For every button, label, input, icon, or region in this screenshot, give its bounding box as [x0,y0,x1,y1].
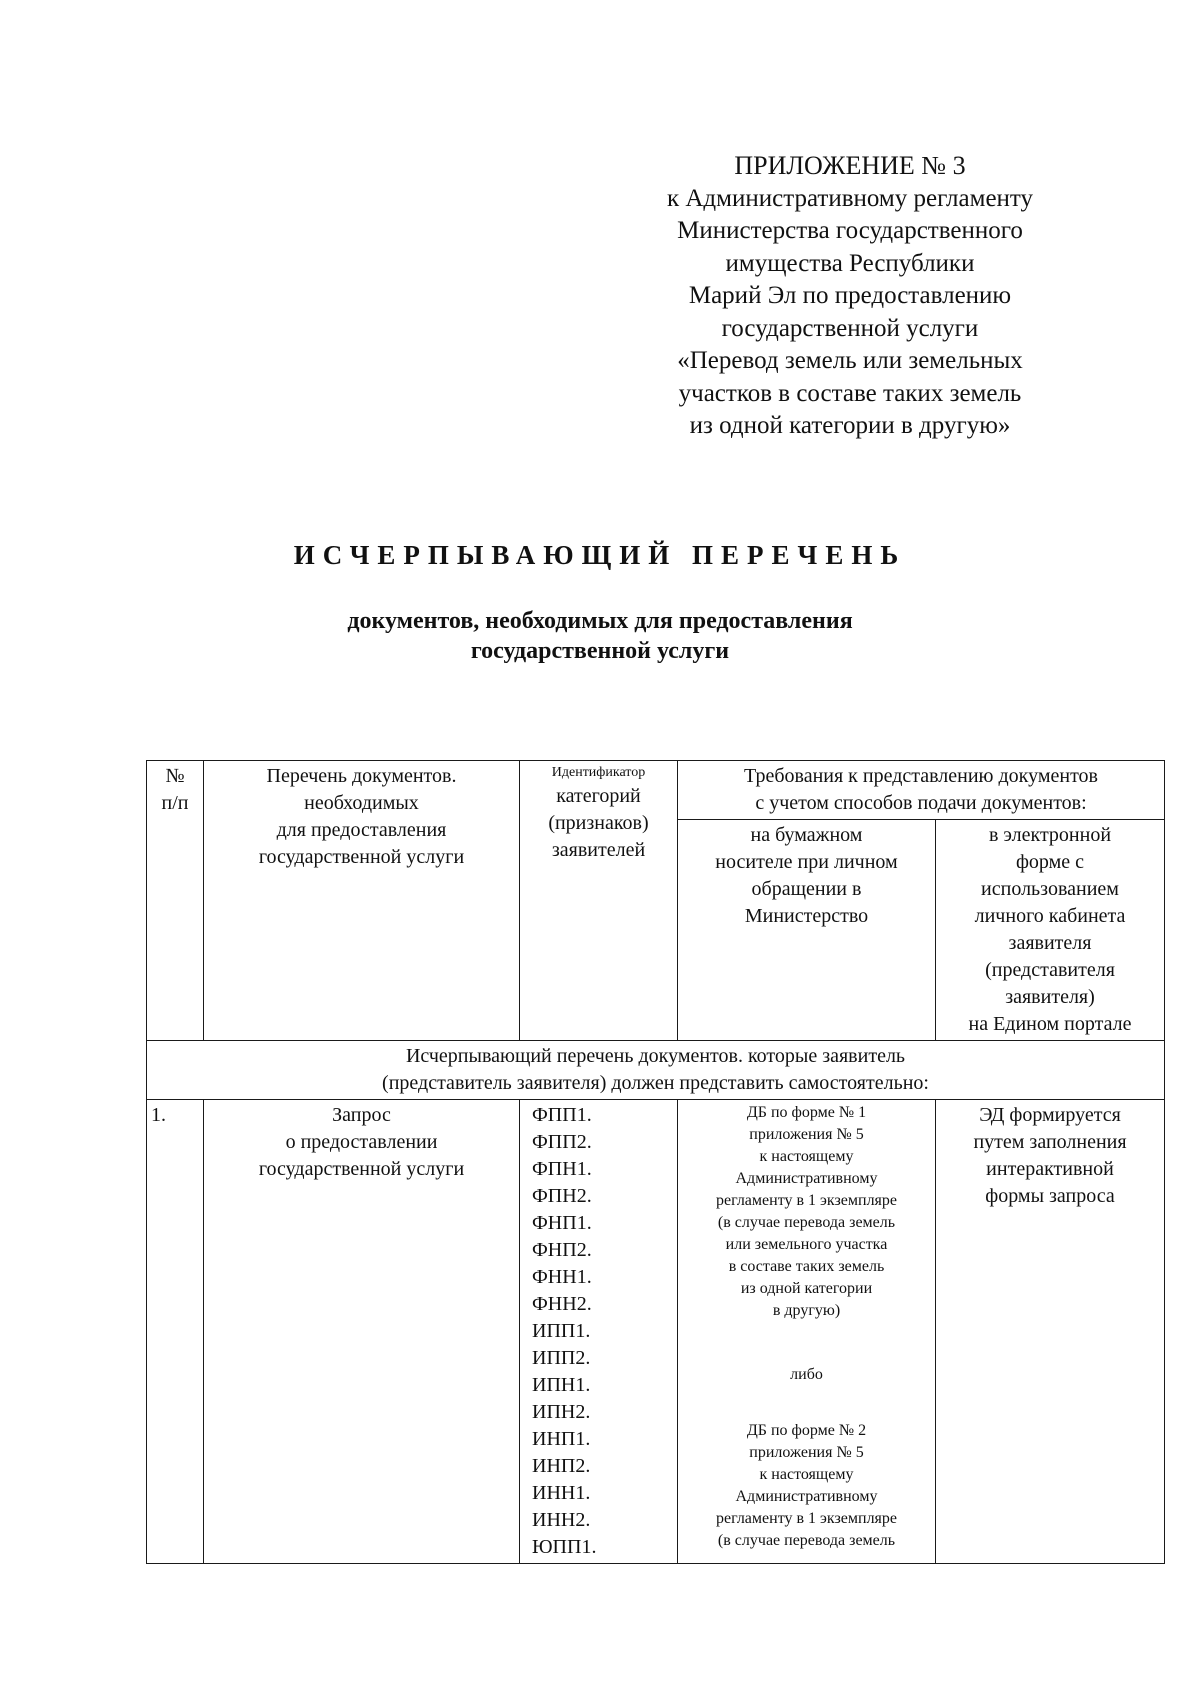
appendix-line: участков в составе таких земель [678,379,1022,407]
header-docs: Перечень документов. необходимых для предоставления государственной услуги [204,761,520,1041]
appendix-line: Марий Эл по предоставлению [688,282,1012,309]
appendix-line: имущества Республики [725,249,975,277]
section-heading: Исчерпывающий перечень документов. которые заявитель (представитель заявителя) должен представить самостоятельно: [147,1041,1165,1100]
header-paper: на бумажном носителе при личном обращении в Министерство [678,820,936,1041]
subtitle-line: государственной услуги [470,638,730,664]
header-row [147,761,1165,820]
appendix-title: ПРИЛОЖЕНИЕ № 3 [734,151,966,180]
documents-table [146,760,1165,1564]
header-num: № п/п [147,761,204,1041]
row-electronic-requirements: ЭД формируется путем заполнения интерактивной формы запроса [936,1100,1165,1564]
section-row [147,1041,1165,1100]
appendix-line: к Административному регламенту [666,184,1034,212]
document-subtitle [0,606,1200,666]
table-row [147,1100,1165,1564]
appendix-line: из одной категории в другую» [689,412,1011,439]
appendix-header [600,150,1100,443]
subtitle-line: документов, необходимых для предоставления [347,608,853,634]
header-identifier: Идентификатор категорий (признаков) заявителей [520,761,678,1041]
row-document: Запрос о предоставлении государственной услуги [204,1100,520,1564]
header-electronic: в электронной форме с использованием личного кабинета заявителя (представителя заявителя) на Едином портале [936,820,1165,1041]
row-number: 1. [147,1100,204,1564]
appendix-line: «Перевод земель или земельных [677,347,1023,374]
row-paper-requirements: ДБ по форме № 1 приложения № 5 к настоящему Административному регламенту в 1 экземпляре (в случае перевода земель или земельного участка в составе таких земель из одной категории в другую) либо ДБ по форме № 2 приложения № 5 к настоящему Административному регламенту в 1 экземпляре (в случае перевода земель [678,1100,936,1564]
appendix-line: государственной услуги [721,314,979,342]
appendix-line: Министерства государственного [677,217,1023,244]
header-requirements: Требования к представлению документов с учетом способов подачи документов: [678,761,1165,820]
row-identifiers: ФПП1. ФПП2. ФПН1. ФПН2. ФНП1. ФНП2. ФНН1. ФНН2. ИПП1. ИПП2. ИПН1. ИПН2. ИНП1. ИНП2. ИНН1. ИНН2. ЮПП1. [520,1100,678,1564]
document-title: ИСЧЕРПЫВАЮЩИЙ ПЕРЕЧЕНЬ [293,540,907,570]
paper-or: либо [790,1366,823,1383]
